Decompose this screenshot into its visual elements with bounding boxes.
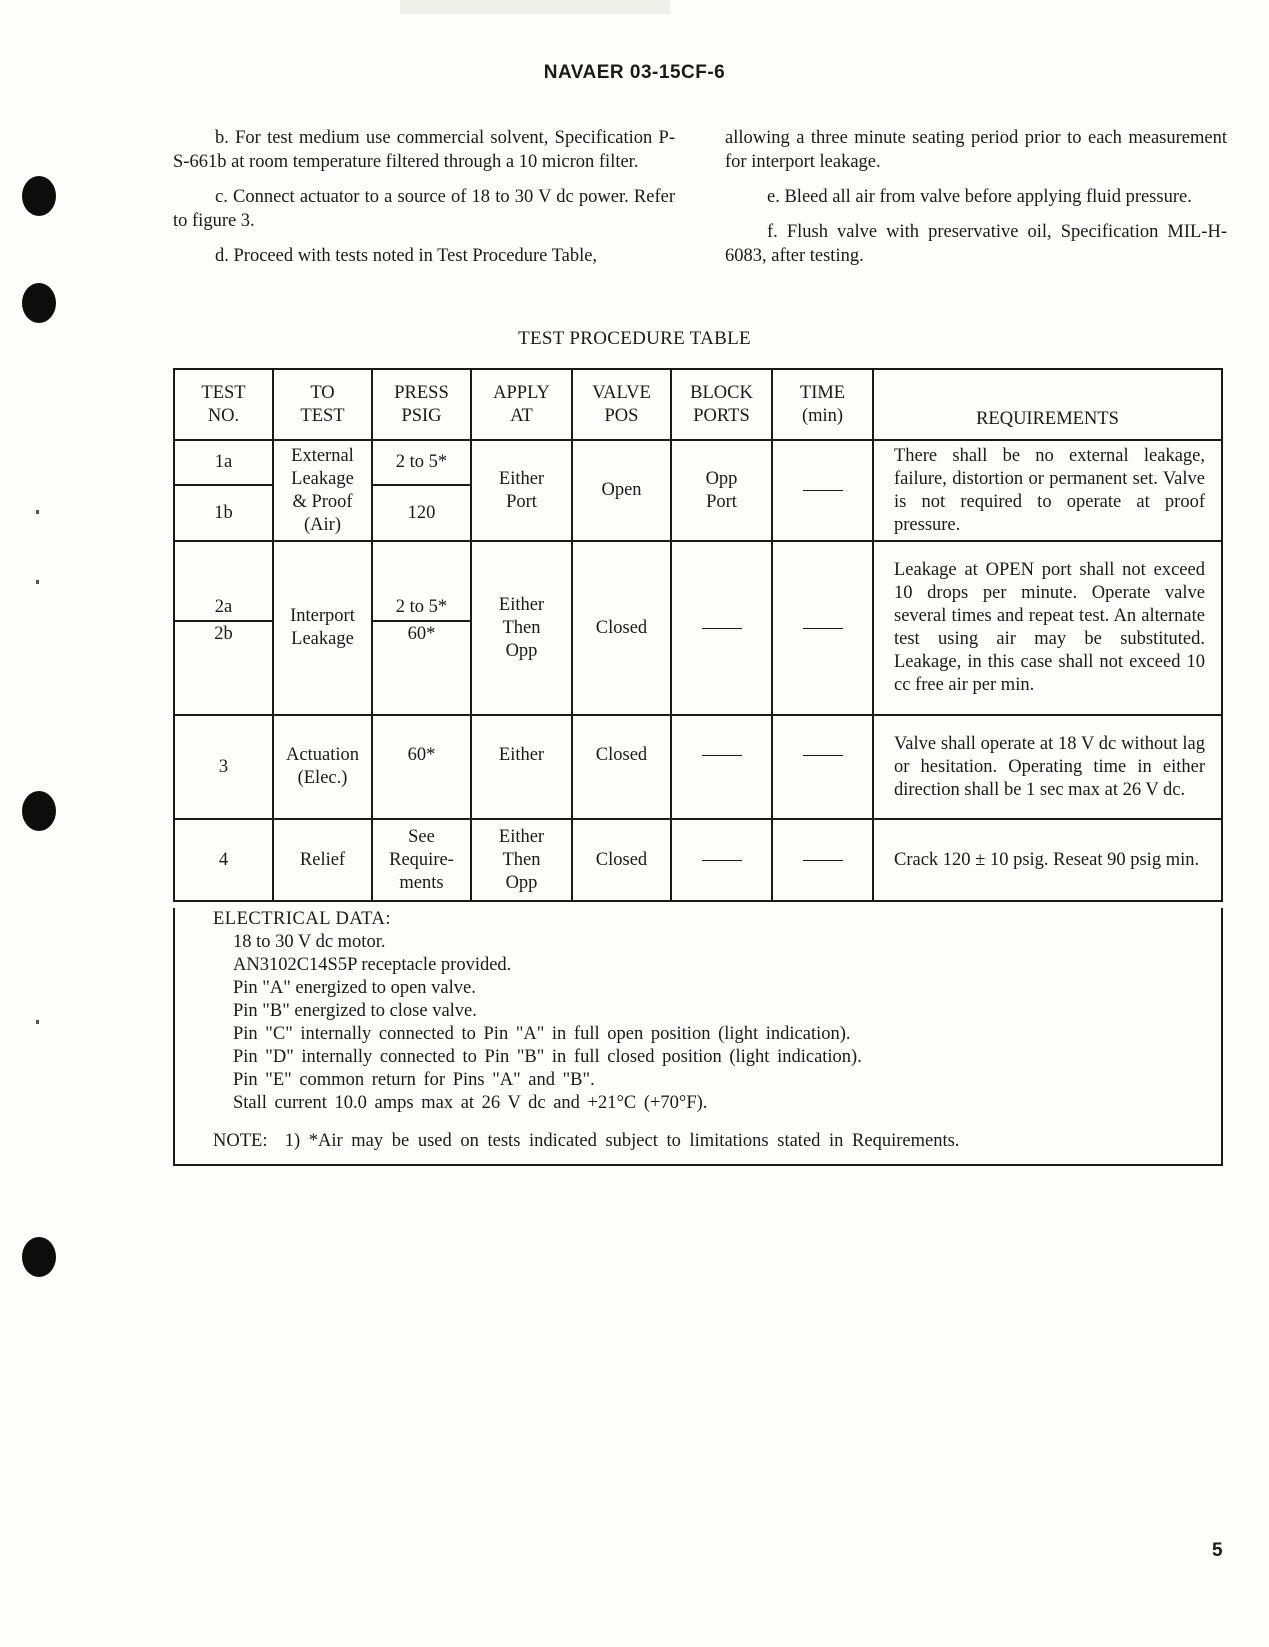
cell-test-no: 1a [174, 440, 273, 485]
cell-valve-pos: Closed [572, 715, 671, 819]
electrical-line: Pin "B" energized to close valve. [233, 1001, 477, 1021]
paragraph-f: f. Flush valve with preservative oil, Specification MIL-H-6083, after testing. [725, 222, 1227, 266]
binder-hole [22, 1237, 56, 1277]
document-number: NAVAER 03-15CF-6 [543, 62, 726, 83]
page-number: 5 [1212, 1540, 1223, 1561]
cell-block-ports [671, 541, 772, 715]
header-apply-at: APPLY AT [471, 369, 572, 440]
binder-hole [22, 791, 56, 831]
electrical-line: AN3102C14S5P receptacle provided. [233, 955, 512, 975]
cell-press: 2 to 5* [372, 440, 471, 485]
cell-test-no: 3 [174, 715, 273, 819]
dash-mark [803, 755, 843, 756]
dash-mark [702, 860, 742, 861]
right-text-column [725, 126, 1227, 279]
paragraph-c: c. Connect actuator to a source of 18 to 30 V dc power. Refer to figure 3. [173, 187, 675, 231]
table-note: NOTE: 1) *Air may be used on tests indicated subject to limitations stated in Requirements. [213, 1131, 960, 1151]
scan-mark [36, 580, 39, 584]
cell-to-test: Interport Leakage [273, 541, 372, 715]
cell-time [772, 715, 873, 819]
cell-requirements: There shall be no external leakage, failure, distortion or permanent set. Valve is not required to operate at proof pressure. [873, 440, 1222, 541]
table-title: TEST PROCEDURE TABLE [518, 328, 751, 349]
cell-test-no: 4 [174, 819, 273, 901]
test-procedure-table [173, 368, 1223, 902]
table-row [174, 819, 1222, 901]
cell-requirements: Leakage at OPEN port shall not exceed 10 drops per minute. Operate valve several times and repeat test. An alternate test using air may be substituted. Leakage, in this case shall not exceed 10 cc free air per min. [873, 541, 1222, 715]
binder-hole [22, 283, 56, 323]
cell-test-no: 2a [174, 541, 273, 621]
cell-press: 120 [372, 485, 471, 541]
cell-block-ports [671, 819, 772, 901]
dash-mark [702, 628, 742, 629]
dash-mark [702, 755, 742, 756]
cell-apply-at: Either Port [471, 440, 572, 541]
paragraph-b: b. For test medium use commercial solvent, Specification P-S-661b at room temperature filtered through a 10 micron filter. [173, 128, 675, 172]
electrical-data-section [173, 908, 1223, 1166]
table-row [174, 440, 1222, 485]
table-row [174, 541, 1222, 621]
cell-test-no: 2b [174, 621, 273, 715]
cell-valve-pos: Open [572, 440, 671, 541]
electrical-line: Pin "E" common return for Pins "A" and "B". [233, 1070, 595, 1090]
electrical-line: Pin "C" internally connected to Pin "A" in full open position (light indication). [233, 1024, 851, 1044]
cell-press: 60* [372, 715, 471, 819]
cell-time [772, 440, 873, 541]
cell-requirements: Crack 120 ± 10 psig. Reseat 90 psig min. [873, 819, 1222, 901]
table-row [174, 715, 1222, 819]
cell-apply-at: Either Then Opp [471, 819, 572, 901]
header-valve-pos: VALVE POS [572, 369, 671, 440]
electrical-line: 18 to 30 V dc motor. [233, 932, 386, 952]
cell-press: 60* [372, 621, 471, 715]
paragraph-e: e. Bleed all air from valve before applying fluid pressure. [767, 187, 1192, 207]
cell-to-test: Actuation (Elec.) [273, 715, 372, 819]
cell-valve-pos: Closed [572, 541, 671, 715]
cell-requirements: Valve shall operate at 18 V dc without lag or hesitation. Operating time in either direction shall be 1 sec max at 26 V dc. [873, 715, 1222, 819]
dash-mark [803, 860, 843, 861]
scan-smudge [400, 0, 670, 14]
left-text-column [173, 126, 675, 279]
cell-block-ports: Opp Port [671, 440, 772, 541]
paragraph-d: d. Proceed with tests noted in Test Procedure Table, [215, 246, 598, 266]
cell-press: See Require- ments [372, 819, 471, 901]
header-press-psig: PRESS PSIG [372, 369, 471, 440]
header-to-test: TO TEST [273, 369, 372, 440]
cell-to-test: Relief [273, 819, 372, 901]
header-test-no: TEST NO. [174, 369, 273, 440]
scan-mark [36, 510, 39, 514]
cell-press: 2 to 5* [372, 541, 471, 621]
dash-mark [803, 490, 843, 491]
dash-mark [803, 628, 843, 629]
binder-hole [22, 176, 56, 216]
header-block-ports: BLOCK PORTS [671, 369, 772, 440]
header-time: TIME (min) [772, 369, 873, 440]
cell-valve-pos: Closed [572, 819, 671, 901]
electrical-line: Pin "A" energized to open valve. [233, 978, 476, 998]
paragraph-d-continued: allowing a three minute seating period prior to each measurement for interport leakage. [725, 128, 1227, 172]
electrical-data-heading: ELECTRICAL DATA: [213, 909, 391, 929]
cell-apply-at: Either Then Opp [471, 541, 572, 715]
cell-to-test: External Leakage & Proof (Air) [273, 440, 372, 541]
cell-time [772, 541, 873, 715]
cell-test-no: 1b [174, 485, 273, 541]
cell-block-ports [671, 715, 772, 819]
cell-apply-at: Either [471, 715, 572, 819]
header-requirements: REQUIREMENTS [873, 369, 1222, 440]
electrical-line: Stall current 10.0 amps max at 26 V dc and +21°C (+70°F). [233, 1093, 708, 1113]
electrical-line: Pin "D" internally connected to Pin "B" in full closed position (light indication). [233, 1047, 862, 1067]
cell-time [772, 819, 873, 901]
scan-mark [36, 1020, 39, 1024]
table-header-row [174, 369, 1222, 440]
